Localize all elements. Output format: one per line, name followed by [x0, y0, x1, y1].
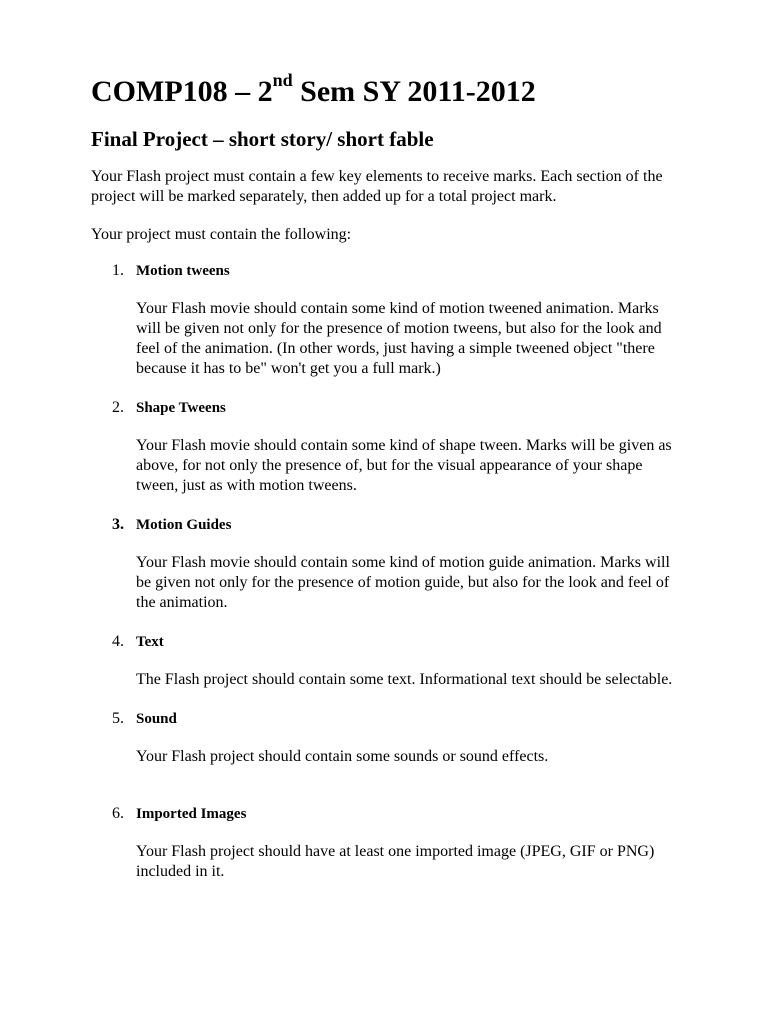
requirement-item [91, 398, 688, 496]
requirement-heading: Sound [136, 711, 177, 727]
requirement-number: 5. [112, 710, 124, 727]
title-suffix: Sem SY 2011-2012 [292, 75, 536, 108]
requirement-item [91, 709, 688, 767]
requirement-body: Your Flash project should have at least one imported image (JPEG, GIF or PNG) included in it. [136, 843, 655, 880]
requirement-number: 3. [112, 516, 124, 533]
requirement-heading: Shape Tweens [136, 400, 226, 416]
requirement-number: 1. [112, 262, 124, 279]
requirement-body: Your Flash movie should contain some kind of motion tweened animation. Marks will be given not only for the presence of motion tweens, but also for the look and feel of the animation. (In other words, just having a simple tweened object "there because it has to be" won't get you a full mark.) [136, 300, 662, 377]
requirement-body: Your Flash project should contain some sounds or sound effects. [136, 748, 549, 765]
requirement-heading: Motion tweens [136, 263, 230, 279]
requirement-body: Your Flash movie should contain some kind of shape tween. Marks will be given as above, for not only the presence of, but for the visual appearance of your shape tween, just as with motion tweens. [136, 437, 672, 494]
requirement-item [91, 804, 688, 882]
requirement-item [91, 632, 688, 690]
title-prefix: COMP108 – 2 [91, 75, 273, 108]
requirement-body: Your Flash movie should contain some kind of motion guide animation. Marks will be given not only for the presence of motion guide, but also for the look and feel of the animation. [136, 554, 670, 611]
title-superscript: nd [272, 70, 293, 90]
requirement-heading: Text [136, 634, 164, 650]
requirement-heading: Imported Images [136, 806, 247, 822]
page-title [91, 70, 688, 110]
requirement-heading: Motion Guides [136, 517, 232, 533]
intro-paragraph: Your Flash project must contain a few key elements to receive marks. Each section of the project will be marked separately, then added up for a total project mark. [91, 168, 663, 205]
requirement-item [91, 261, 688, 379]
list-intro: Your project must contain the following: [91, 226, 352, 243]
requirement-number: 2. [112, 399, 124, 416]
page-subtitle: Final Project – short story/ short fable [91, 127, 434, 151]
requirements-list [91, 261, 688, 882]
requirement-item [91, 515, 688, 613]
requirement-number: 6. [112, 805, 124, 822]
requirement-number: 4. [112, 633, 124, 650]
requirement-body: The Flash project should contain some text. Informational text should be selectable. [136, 671, 673, 688]
